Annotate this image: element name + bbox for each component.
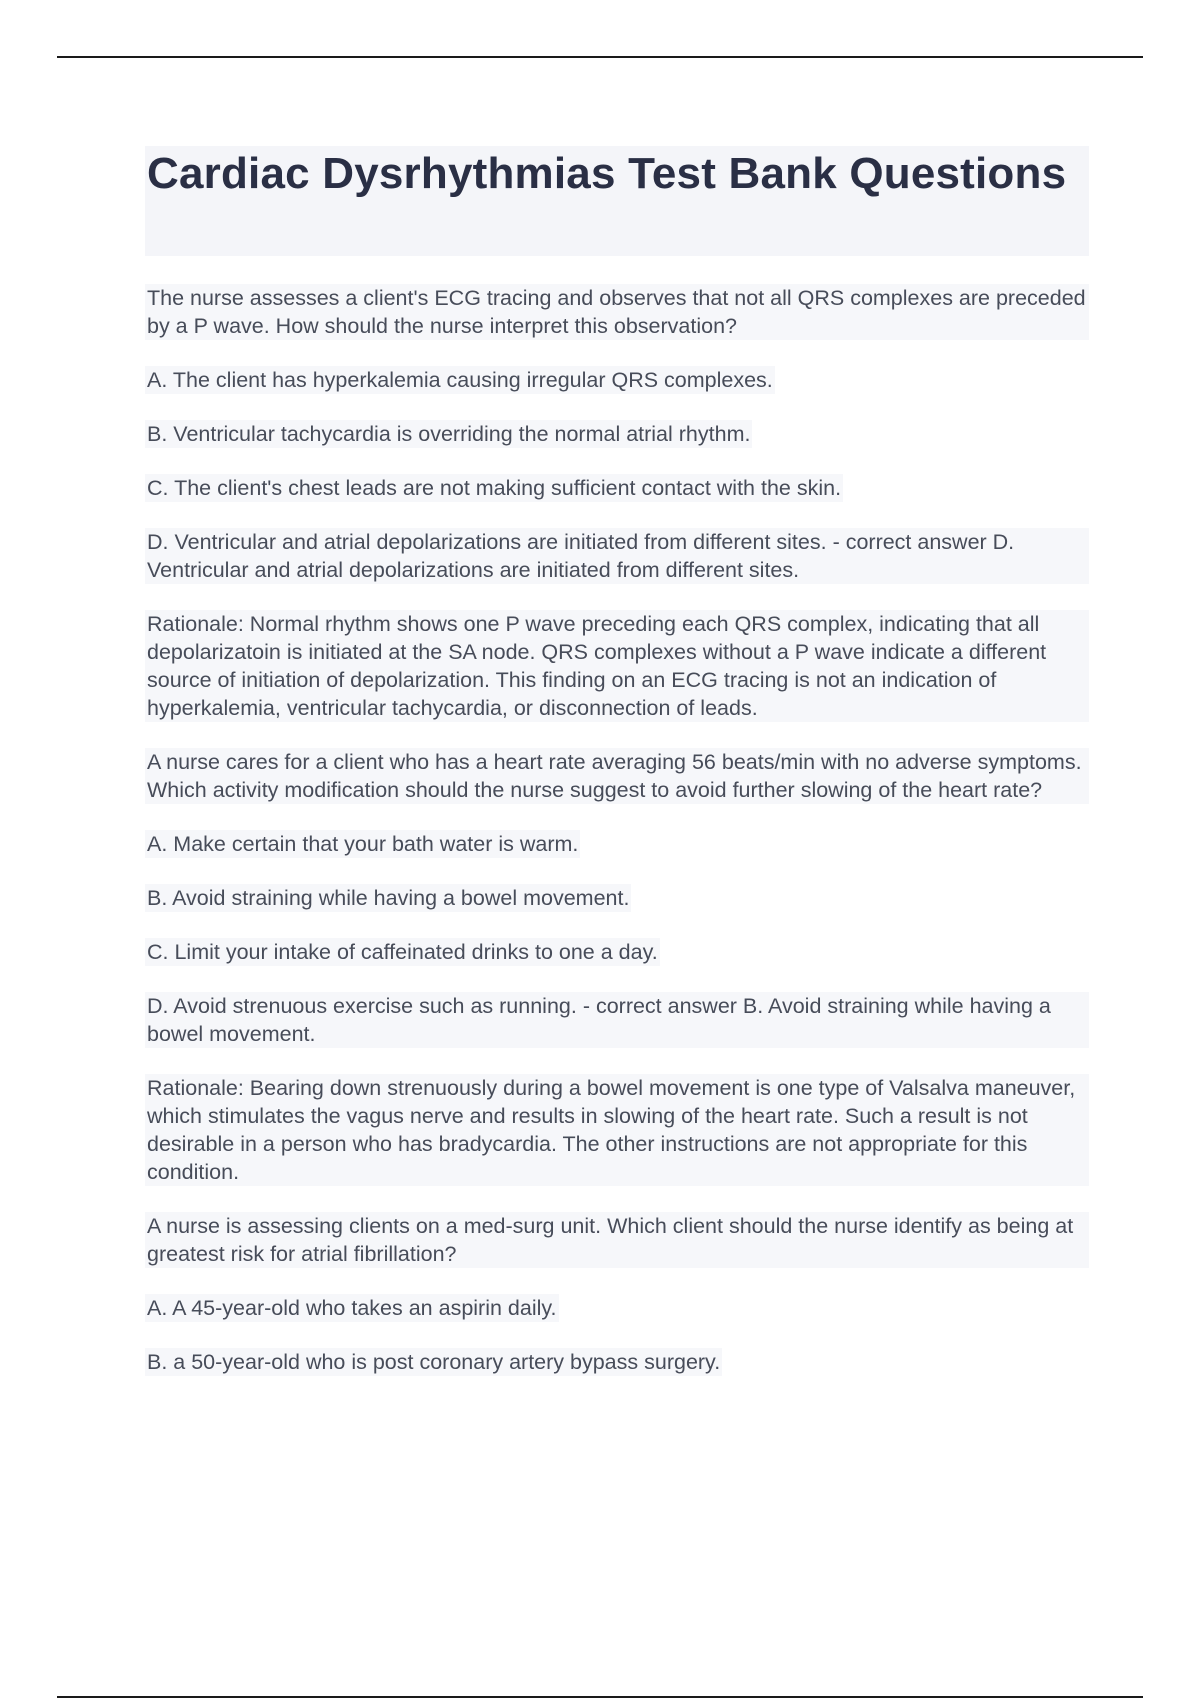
question-1-option-b: B. Ventricular tachycardia is overriding the normal atrial rhythm. xyxy=(147,422,751,446)
question-1-option-c: C. The client's chest leads are not making sufficient contact with the skin. xyxy=(147,476,842,500)
question-2-stem: A nurse cares for a client who has a heart rate averaging 56 beats/min with no adverse symptoms. Which activity modification should the nurse suggest to avoid further slowing of the heart rate? xyxy=(145,748,1089,804)
question-2-option-b: B. Avoid straining while having a bowel movement. xyxy=(147,886,630,910)
title-box xyxy=(145,146,1089,256)
question-3-stem: A nurse is assessing clients on a med-surg unit. Which client should the nurse identify as being at greatest risk for atrial fibrillation? xyxy=(145,1212,1089,1268)
question-2-option-a: A. Make certain that your bath water is warm. xyxy=(147,832,579,856)
question-2-option-d-answer: D. Avoid strenuous exercise such as running. - correct answer B. Avoid straining while having a bowel movement. xyxy=(145,992,1089,1048)
page-content xyxy=(145,146,1089,1402)
question-1-rationale: Rationale: Normal rhythm shows one P wave preceding each QRS complex, indicating that all depolarizatoin is initiated at the SA node. QRS complexes without a P wave indicate a different source of initiation of depolarization. This finding on an ECG tracing is not an indication of hyperkalemia, ventricular tachycardia, or disconnection of leads. xyxy=(145,610,1089,722)
question-1-option-d-answer: D. Ventricular and atrial depolarizations are initiated from different sites. - correct answer D. Ventricular and atrial depolarizations are initiated from different sites. xyxy=(145,528,1089,584)
question-3-option-b: B. a 50-year-old who is post coronary artery bypass surgery. xyxy=(147,1350,721,1374)
question-3-option-a: A. A 45-year-old who takes an aspirin daily. xyxy=(147,1296,557,1320)
question-1-option-a: A. The client has hyperkalemia causing irregular QRS complexes. xyxy=(147,368,773,392)
bottom-rule xyxy=(57,1696,1143,1698)
question-2-rationale: Rationale: Bearing down strenuously during a bowel movement is one type of Valsalva maneuver, which stimulates the vagus nerve and results in slowing of the heart rate. Such a result is not desirable in a person who has bradycardia. The other instructions are not appropriate for this condition. xyxy=(145,1074,1089,1186)
top-rule xyxy=(57,56,1143,58)
document-title: Cardiac Dysrhythmias Test Bank Questions xyxy=(147,149,1067,198)
question-1-stem: The nurse assesses a client's ECG tracing and observes that not all QRS complexes are preceded by a P wave. How should the nurse interpret this observation? xyxy=(145,284,1089,340)
question-2-option-c: C. Limit your intake of caffeinated drinks to one a day. xyxy=(147,940,658,964)
